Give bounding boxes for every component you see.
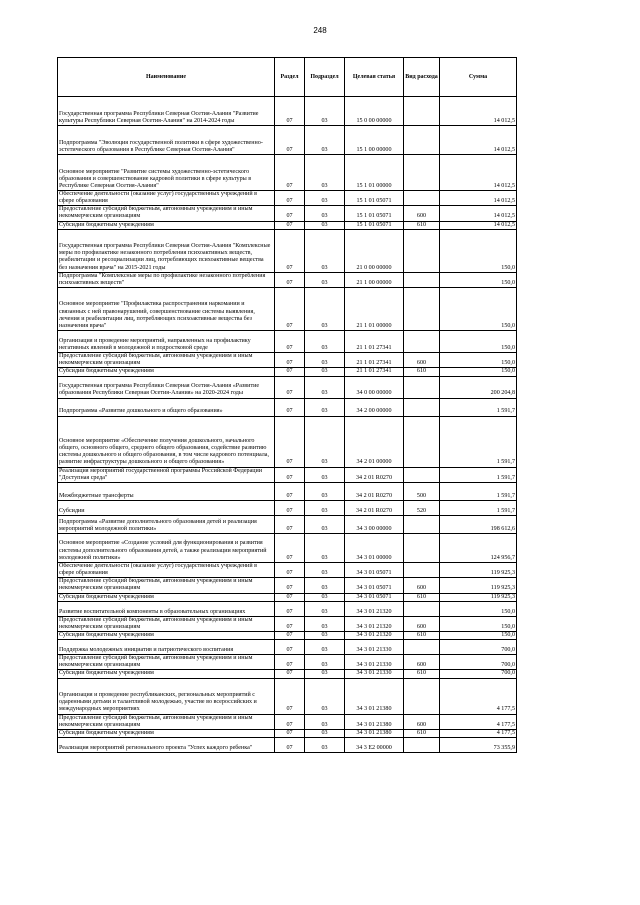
cell-name: Предоставление субсидий бюджетным, автономным учреждениям и иным некоммерческим организациям <box>58 578 275 593</box>
cell-amount: 14 012,5 <box>440 191 517 206</box>
table-row <box>58 500 517 515</box>
cell-section: 07 <box>275 640 305 655</box>
table-row <box>58 398 517 416</box>
cell-subsection: 03 <box>305 631 345 639</box>
cell-section: 07 <box>275 126 305 155</box>
table-row <box>58 221 517 229</box>
cell-subsection: 03 <box>305 670 345 678</box>
cell-subsection: 03 <box>305 655 345 670</box>
cell-expense-type <box>404 272 440 287</box>
cell-expense-type: 600 <box>404 353 440 368</box>
table-row <box>58 678 517 714</box>
cell-expense-type: 500 <box>404 482 440 500</box>
cell-expense-type: 610 <box>404 221 440 229</box>
cell-target-article: 21 1 00 00000 <box>345 272 404 287</box>
page-number: 248 <box>313 26 327 35</box>
cell-section: 07 <box>275 714 305 729</box>
cell-amount: 14 012,5 <box>440 206 517 221</box>
table-row <box>58 729 517 737</box>
cell-name: Межбюджетные трансферты <box>58 482 275 500</box>
cell-section: 07 <box>275 593 305 601</box>
cell-expense-type <box>404 533 440 562</box>
cell-name: Основное мероприятие "Развитие системы художественно-эстетического образования и совершенствование кадровой политики в сфере культуры в Республике Северная Осетия-Алания" <box>58 155 275 191</box>
cell-name: Государственная программа Республики Северная Осетия-Алания "Комплексные меры по профилактике незаконного потребления психоактивных веществ, реабилитации и ресоциализации лиц, потребляющих психоактивные вещества без назначения врача" на 2015-2021 годы <box>58 229 275 272</box>
cell-section: 07 <box>275 729 305 737</box>
cell-target-article: 34 3 01 21320 <box>345 631 404 639</box>
cell-section: 07 <box>275 533 305 562</box>
header-expense-type: Вид расхода <box>404 58 440 97</box>
cell-subsection: 03 <box>305 97 345 126</box>
cell-section: 07 <box>275 353 305 368</box>
cell-subsection: 03 <box>305 616 345 631</box>
cell-name: Государственная программа Республики Северная Осетия-Алания «Развитие образования Республики Северная Осетия-Алания» на 2020-2024 годы <box>58 376 275 398</box>
cell-target-article: 34 3 01 05071 <box>345 562 404 577</box>
cell-expense-type: 610 <box>404 670 440 678</box>
table-row <box>58 616 517 631</box>
table-row <box>58 482 517 500</box>
cell-target-article: 34 3 E2 00000 <box>345 738 404 753</box>
cell-section: 07 <box>275 601 305 616</box>
cell-subsection: 03 <box>305 601 345 616</box>
cell-section: 07 <box>275 368 305 376</box>
table-row <box>58 353 517 368</box>
cell-target-article: 21 1 01 00000 <box>345 288 404 331</box>
cell-amount: 1 591,7 <box>440 467 517 482</box>
cell-subsection: 03 <box>305 562 345 577</box>
cell-amount: 700,0 <box>440 640 517 655</box>
cell-expense-type <box>404 398 440 416</box>
cell-amount: 1 591,7 <box>440 416 517 467</box>
cell-target-article: 15 1 00 00000 <box>345 126 404 155</box>
cell-target-article: 34 3 01 21380 <box>345 678 404 714</box>
cell-expense-type <box>404 416 440 467</box>
cell-amount: 73 355,9 <box>440 738 517 753</box>
cell-expense-type <box>404 467 440 482</box>
cell-name: Организация и проведение мероприятий, направленных на профилактику негативных явлений в молодежной и подростковой среде <box>58 331 275 353</box>
cell-section: 07 <box>275 616 305 631</box>
cell-section: 07 <box>275 738 305 753</box>
table-row <box>58 331 517 353</box>
cell-section: 07 <box>275 578 305 593</box>
cell-expense-type <box>404 376 440 398</box>
cell-amount: 4 177,5 <box>440 729 517 737</box>
table-row <box>58 562 517 577</box>
cell-target-article: 34 2 01 00000 <box>345 416 404 467</box>
cell-amount: 4 177,5 <box>440 714 517 729</box>
cell-subsection: 03 <box>305 229 345 272</box>
cell-target-article: 21 1 01 27341 <box>345 368 404 376</box>
header-subsection: Подраздел <box>305 58 345 97</box>
cell-subsection: 03 <box>305 288 345 331</box>
cell-expense-type: 600 <box>404 578 440 593</box>
cell-section: 07 <box>275 272 305 287</box>
table-row <box>58 640 517 655</box>
cell-target-article: 15 0 00 00000 <box>345 97 404 126</box>
cell-expense-type <box>404 191 440 206</box>
cell-subsection: 03 <box>305 376 345 398</box>
table-row <box>58 714 517 729</box>
cell-section: 07 <box>275 376 305 398</box>
cell-amount: 150,0 <box>440 353 517 368</box>
cell-target-article: 34 3 01 21330 <box>345 640 404 655</box>
cell-subsection: 03 <box>305 155 345 191</box>
cell-name: Развитие воспитательной компоненты в образовательных организациях <box>58 601 275 616</box>
cell-section: 07 <box>275 678 305 714</box>
cell-amount: 119 925,3 <box>440 593 517 601</box>
cell-target-article: 34 3 01 21320 <box>345 616 404 631</box>
cell-name: Реализация мероприятий регионального проекта "Успех каждого ребенка" <box>58 738 275 753</box>
table-row <box>58 578 517 593</box>
cell-name: Подпрограмма "Эволюция государственной политики в сфере художественно-эстетического образования в Республике Северная Осетия-Алания" <box>58 126 275 155</box>
cell-expense-type <box>404 155 440 191</box>
cell-amount: 198 612,6 <box>440 515 517 533</box>
header-target-article: Целевая статья <box>345 58 404 97</box>
cell-amount: 150,0 <box>440 601 517 616</box>
budget-table <box>57 57 517 753</box>
cell-expense-type <box>404 738 440 753</box>
cell-subsection: 03 <box>305 738 345 753</box>
cell-amount: 119 925,3 <box>440 578 517 593</box>
table-row <box>58 593 517 601</box>
cell-expense-type <box>404 601 440 616</box>
cell-amount: 1 591,7 <box>440 500 517 515</box>
cell-subsection: 03 <box>305 729 345 737</box>
table-row <box>58 670 517 678</box>
cell-name: Подпрограмма «Развитие дошкольного и общего образования» <box>58 398 275 416</box>
cell-amount: 14 012,5 <box>440 126 517 155</box>
cell-amount: 150,0 <box>440 331 517 353</box>
cell-subsection: 03 <box>305 331 345 353</box>
cell-subsection: 03 <box>305 640 345 655</box>
cell-subsection: 03 <box>305 126 345 155</box>
cell-subsection: 03 <box>305 368 345 376</box>
cell-expense-type <box>404 288 440 331</box>
cell-expense-type <box>404 229 440 272</box>
cell-name: Предоставление субсидий бюджетным, автономным учреждениям и иным некоммерческим организациям <box>58 655 275 670</box>
cell-subsection: 03 <box>305 206 345 221</box>
table-row <box>58 272 517 287</box>
cell-expense-type: 520 <box>404 500 440 515</box>
cell-section: 07 <box>275 206 305 221</box>
cell-target-article: 15 1 01 05071 <box>345 206 404 221</box>
cell-section: 07 <box>275 500 305 515</box>
cell-target-article: 34 0 00 00000 <box>345 376 404 398</box>
table-row <box>58 126 517 155</box>
cell-subsection: 03 <box>305 191 345 206</box>
cell-subsection: 03 <box>305 416 345 467</box>
cell-name: Основное мероприятие «Обеспечение получения дошкольного, начального общего, основного общего, среднего общего образования, содействие развитию системы дошкольного и общего образования, в том числе кадрового потенциала, развитие инфраструктуры дошкольного и общего образования» <box>58 416 275 467</box>
cell-expense-type <box>404 126 440 155</box>
cell-target-article: 34 3 01 05071 <box>345 593 404 601</box>
table-row <box>58 655 517 670</box>
table-row <box>58 515 517 533</box>
table-row <box>58 376 517 398</box>
cell-expense-type <box>404 562 440 577</box>
table-row <box>58 191 517 206</box>
cell-subsection: 03 <box>305 515 345 533</box>
cell-expense-type: 610 <box>404 593 440 601</box>
cell-section: 07 <box>275 670 305 678</box>
cell-target-article: 34 2 01 R0270 <box>345 467 404 482</box>
cell-amount: 700,0 <box>440 655 517 670</box>
cell-amount: 150,0 <box>440 631 517 639</box>
cell-subsection: 03 <box>305 533 345 562</box>
cell-amount: 150,0 <box>440 368 517 376</box>
cell-name: Организация и проведение республиканских, региональных мероприятий с одаренными детьми и талантливой молодежью, участие во всероссийских и международных мероприятиях <box>58 678 275 714</box>
cell-amount: 14 012,5 <box>440 97 517 126</box>
cell-amount: 4 177,5 <box>440 678 517 714</box>
header-section: Раздел <box>275 58 305 97</box>
cell-target-article: 34 3 01 21380 <box>345 714 404 729</box>
cell-expense-type: 600 <box>404 616 440 631</box>
table-row <box>58 288 517 331</box>
cell-target-article: 21 0 00 00000 <box>345 229 404 272</box>
cell-target-article: 34 3 01 21330 <box>345 670 404 678</box>
cell-section: 07 <box>275 482 305 500</box>
cell-section: 07 <box>275 155 305 191</box>
cell-expense-type <box>404 331 440 353</box>
table-row <box>58 601 517 616</box>
cell-expense-type <box>404 678 440 714</box>
cell-amount: 150,0 <box>440 288 517 331</box>
cell-subsection: 03 <box>305 714 345 729</box>
cell-amount: 1 591,7 <box>440 482 517 500</box>
cell-target-article: 34 3 01 05071 <box>345 578 404 593</box>
cell-name: Предоставление субсидий бюджетным, автономным учреждениям и иным некоммерческим организациям <box>58 353 275 368</box>
cell-subsection: 03 <box>305 398 345 416</box>
cell-target-article: 34 2 00 00000 <box>345 398 404 416</box>
cell-section: 07 <box>275 331 305 353</box>
cell-name: Обеспечение деятельности (оказание услуг) государственных учреждений в сфере образования <box>58 562 275 577</box>
cell-expense-type <box>404 515 440 533</box>
cell-name: Предоставление субсидий бюджетным, автономным учреждениям и иным некоммерческим организациям <box>58 206 275 221</box>
header-name: Наименование <box>58 58 275 97</box>
cell-name: Субсидии бюджетным учреждениям <box>58 593 275 601</box>
table-row <box>58 533 517 562</box>
cell-subsection: 03 <box>305 353 345 368</box>
cell-subsection: 03 <box>305 482 345 500</box>
cell-name: Субсидии <box>58 500 275 515</box>
cell-target-article: 21 1 01 27341 <box>345 353 404 368</box>
cell-section: 07 <box>275 655 305 670</box>
cell-target-article: 34 3 01 21330 <box>345 655 404 670</box>
header-amount: Сумма <box>440 58 517 97</box>
cell-name: Основное мероприятие "Профилактика распространения наркомании и связанных с ней правонарушений, совершенствование системы выявления, лечения и реабилитации лиц, потребляющих психоактивные вещества без назначения врача" <box>58 288 275 331</box>
cell-name: Субсидии бюджетным учреждениям <box>58 368 275 376</box>
cell-section: 07 <box>275 398 305 416</box>
table-row <box>58 229 517 272</box>
cell-name: Предоставление субсидий бюджетным, автономным учреждениям и иным некоммерческим организациям <box>58 714 275 729</box>
cell-name: Субсидии бюджетным учреждениям <box>58 670 275 678</box>
cell-subsection: 03 <box>305 678 345 714</box>
cell-name: Подпрограмма «Развитие дополнительного образования детей и реализация мероприятий молодежной политики» <box>58 515 275 533</box>
cell-amount: 200 204,8 <box>440 376 517 398</box>
cell-section: 07 <box>275 515 305 533</box>
cell-section: 07 <box>275 631 305 639</box>
table-header-row <box>58 58 517 97</box>
table-body <box>58 97 517 753</box>
cell-name: Подпрограмма "Комплексные меры по профилактике незаконного потребления психоактивных веществ" <box>58 272 275 287</box>
cell-name: Обеспечение деятельности (оказание услуг) государственных учреждений в сфере образования <box>58 191 275 206</box>
cell-expense-type: 600 <box>404 206 440 221</box>
cell-section: 07 <box>275 229 305 272</box>
cell-target-article: 34 2 01 R0270 <box>345 500 404 515</box>
cell-amount: 1 591,7 <box>440 398 517 416</box>
cell-expense-type <box>404 97 440 126</box>
cell-name: Субсидии бюджетным учреждениям <box>58 631 275 639</box>
cell-target-article: 34 3 01 00000 <box>345 533 404 562</box>
cell-subsection: 03 <box>305 500 345 515</box>
cell-amount: 150,0 <box>440 272 517 287</box>
cell-name: Предоставление субсидий бюджетным, автономным учреждениям и иным некоммерческим организациям <box>58 616 275 631</box>
table-row <box>58 97 517 126</box>
cell-name: Реализация мероприятий государственной программы Российской Федерации "Доступная среда" <box>58 467 275 482</box>
cell-amount: 150,0 <box>440 229 517 272</box>
cell-subsection: 03 <box>305 272 345 287</box>
cell-amount: 119 925,3 <box>440 562 517 577</box>
table-row <box>58 155 517 191</box>
cell-section: 07 <box>275 416 305 467</box>
cell-section: 07 <box>275 221 305 229</box>
cell-expense-type: 600 <box>404 655 440 670</box>
cell-amount: 700,0 <box>440 670 517 678</box>
cell-amount: 14 012,5 <box>440 221 517 229</box>
cell-target-article: 21 1 01 27341 <box>345 331 404 353</box>
cell-target-article: 34 3 01 21380 <box>345 729 404 737</box>
cell-amount: 150,0 <box>440 616 517 631</box>
cell-section: 07 <box>275 191 305 206</box>
cell-target-article: 15 1 01 05071 <box>345 221 404 229</box>
cell-amount: 124 956,7 <box>440 533 517 562</box>
cell-target-article: 34 3 01 21320 <box>345 601 404 616</box>
cell-name: Государственная программа Республики Северная Осетия-Алания "Развитие культуры Республики Северная Осетия-Алания" на 2014-2024 годы <box>58 97 275 126</box>
cell-subsection: 03 <box>305 467 345 482</box>
cell-section: 07 <box>275 97 305 126</box>
cell-amount: 14 012,5 <box>440 155 517 191</box>
cell-section: 07 <box>275 288 305 331</box>
cell-expense-type: 610 <box>404 729 440 737</box>
cell-target-article: 15 1 01 05071 <box>345 191 404 206</box>
cell-subsection: 03 <box>305 593 345 601</box>
cell-name: Поддержка молодежных инициатив и патриотического воспитания <box>58 640 275 655</box>
cell-expense-type: 610 <box>404 368 440 376</box>
cell-target-article: 34 2 01 R0270 <box>345 482 404 500</box>
cell-name: Субсидии бюджетным учреждениям <box>58 221 275 229</box>
cell-name: Основное мероприятие «Создание условий для функционирования и развития системы дополнительного образования детей, а также реализации мероприятий молодежной политики» <box>58 533 275 562</box>
cell-target-article: 15 1 01 00000 <box>345 155 404 191</box>
table-row <box>58 738 517 753</box>
cell-subsection: 03 <box>305 221 345 229</box>
cell-target-article: 34 3 00 00000 <box>345 515 404 533</box>
cell-expense-type <box>404 640 440 655</box>
table-row <box>58 467 517 482</box>
cell-expense-type: 600 <box>404 714 440 729</box>
table-row <box>58 368 517 376</box>
cell-section: 07 <box>275 467 305 482</box>
table-row <box>58 631 517 639</box>
table-row <box>58 416 517 467</box>
cell-expense-type: 610 <box>404 631 440 639</box>
cell-subsection: 03 <box>305 578 345 593</box>
cell-section: 07 <box>275 562 305 577</box>
table-row <box>58 206 517 221</box>
cell-name: Субсидии бюджетным учреждениям <box>58 729 275 737</box>
